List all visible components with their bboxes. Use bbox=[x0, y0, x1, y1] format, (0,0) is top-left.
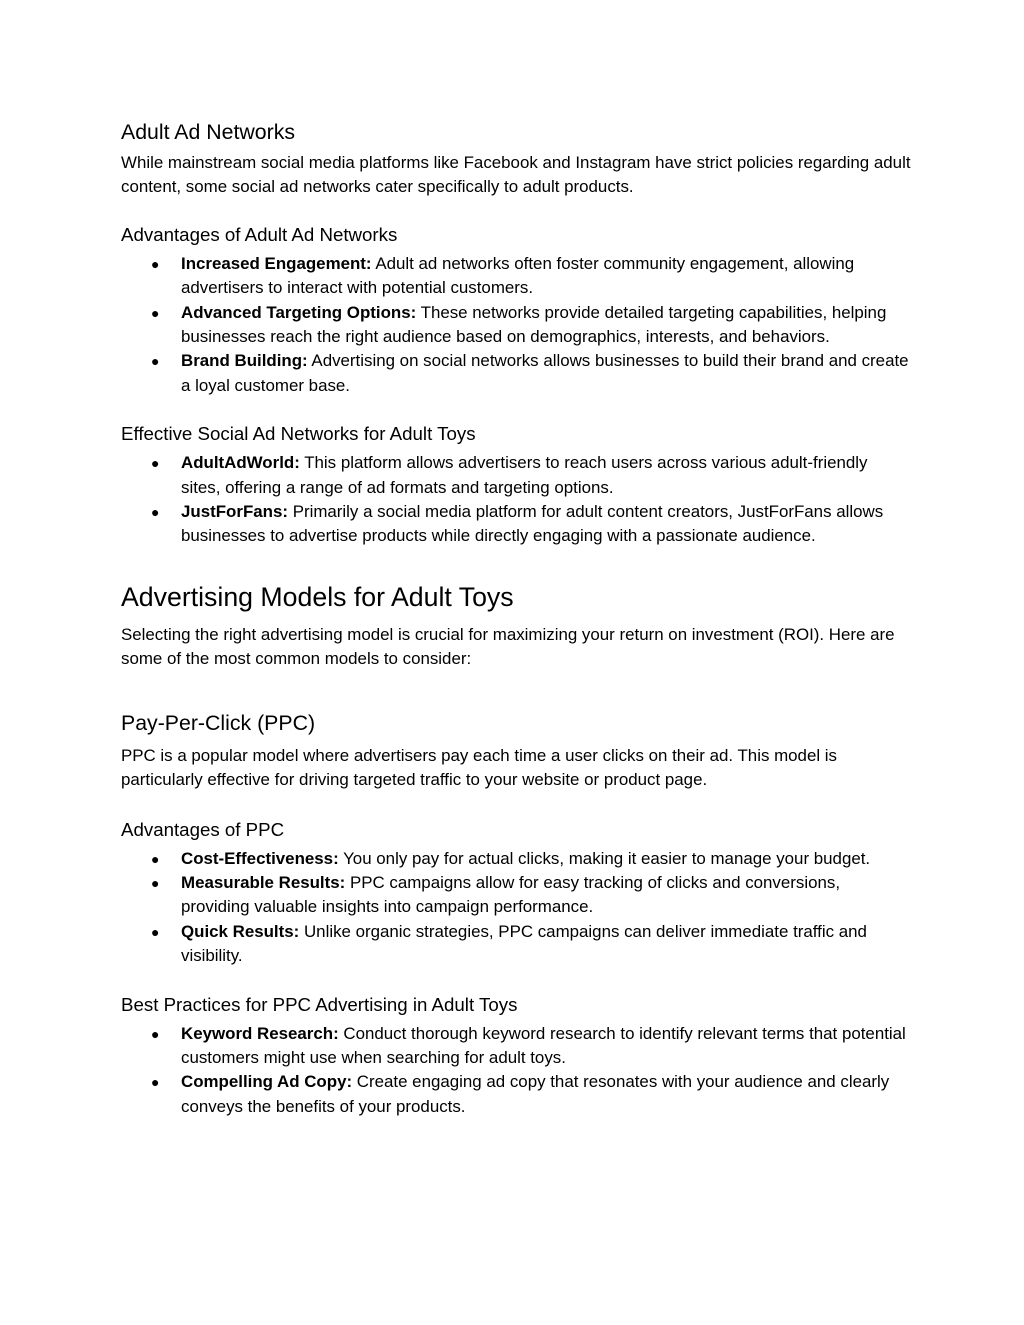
list-item bbox=[121, 451, 911, 500]
bullet-icon: ● bbox=[151, 504, 160, 521]
list-item-term: Compelling Ad Copy: bbox=[181, 1072, 353, 1092]
intro-adult-ad-networks: While mainstream social media platforms like Facebook and Instagram have strict policies regarding adult content, some social ad networks cater specifically to adult products. bbox=[121, 153, 911, 197]
list-item bbox=[121, 1070, 911, 1119]
bullet-icon: ● bbox=[151, 850, 160, 867]
list-item-term: Advanced Targeting Options: bbox=[181, 302, 417, 322]
list-item-term: JustForFans: bbox=[181, 502, 288, 522]
list-item-text: Advertising on social networks allows businesses to build their brand and create a loyal customer base. bbox=[181, 351, 909, 395]
list-item-text: Conduct thorough keyword research to identify relevant terms that potential customers might use when searching for adult toys. bbox=[181, 1023, 906, 1067]
document-page bbox=[121, 117, 911, 1119]
list-item bbox=[121, 349, 911, 398]
bullet-icon: ● bbox=[151, 353, 160, 370]
bullet-icon: ● bbox=[151, 1025, 160, 1042]
list-item-term: AdultAdWorld: bbox=[181, 453, 300, 473]
list-item-text: You only pay for actual clicks, making it easier to manage your budget. bbox=[338, 848, 871, 868]
list-effective-networks bbox=[121, 451, 911, 549]
heading-ppc: Pay-Per-Click (PPC) bbox=[121, 710, 316, 735]
list-item bbox=[121, 500, 911, 549]
heading-advantages-ppc: Advantages of PPC bbox=[121, 818, 285, 840]
list-item-text: PPC campaigns allow for easy tracking of clicks and conversions, providing valuable insights into campaign performance. bbox=[181, 872, 841, 917]
list-item-text: Create engaging ad copy that resonates with your audience and clearly conveys the benefits of your products. bbox=[181, 1072, 890, 1116]
list-item-term: Cost-Effectiveness: bbox=[181, 848, 339, 868]
bullet-icon: ● bbox=[151, 255, 160, 272]
intro-ppc: PPC is a popular model where advertisers pay each time a user clicks on their ad. This model is particularly effective for driving targeted traffic to your website or product page. bbox=[121, 745, 837, 790]
heading-effective-networks: Effective Social Ad Networks for Adult Toys bbox=[121, 423, 476, 445]
list-item bbox=[121, 1022, 911, 1071]
heading-adult-ad-networks: Adult Ad Networks bbox=[121, 120, 296, 144]
list-item-text: Primarily a social media platform for adult content creators, JustForFans allows businesses to advertise products while directly engaging with a passionate audience. bbox=[181, 502, 884, 546]
list-item bbox=[121, 920, 911, 969]
list-item-text: These networks provide detailed targeting capabilities, helping businesses reach the right audience based on demographics, interests, and behaviors. bbox=[181, 302, 887, 347]
heading-advantages-adult-networks: Advantages of Adult Ad Networks bbox=[121, 223, 398, 245]
list-item bbox=[121, 871, 911, 920]
bullet-icon: ● bbox=[151, 1074, 160, 1091]
bullet-icon: ● bbox=[151, 455, 160, 472]
list-best-practices-ppc bbox=[121, 1022, 911, 1120]
bullet-icon: ● bbox=[151, 923, 160, 940]
list-item-text: Unlike organic strategies, PPC campaigns can deliver immediate traffic and visibility. bbox=[181, 921, 867, 966]
bullet-icon: ● bbox=[151, 304, 160, 321]
list-item bbox=[121, 847, 911, 871]
list-item-term: Quick Results: bbox=[181, 921, 300, 941]
list-item-text: This platform allows advertisers to reach users across various adult-friendly sites, offering a range of ad formats and targeting options. bbox=[181, 453, 868, 497]
heading-best-practices-ppc: Best Practices for PPC Advertising in Adult Toys bbox=[121, 993, 518, 1015]
list-advantages-ppc bbox=[121, 847, 911, 969]
list-item-term: Measurable Results: bbox=[181, 872, 346, 892]
list-item-text: Adult ad networks often foster community engagement, allowing advertisers to interact with potential customers. bbox=[181, 253, 855, 298]
heading-advertising-models: Advertising Models for Adult Toys bbox=[121, 581, 514, 612]
list-item-term: Increased Engagement: bbox=[181, 253, 372, 273]
list-item-term: Brand Building: bbox=[181, 351, 308, 371]
intro-advertising-models: Selecting the right advertising model is crucial for maximizing your return on investment (ROI). Here are some of the most common models to consider: bbox=[121, 624, 895, 669]
list-item-term: Keyword Research: bbox=[181, 1023, 339, 1043]
list-advantages-adult-networks bbox=[121, 252, 911, 398]
list-item bbox=[121, 252, 911, 301]
bullet-icon: ● bbox=[151, 874, 160, 891]
list-item bbox=[121, 301, 911, 350]
